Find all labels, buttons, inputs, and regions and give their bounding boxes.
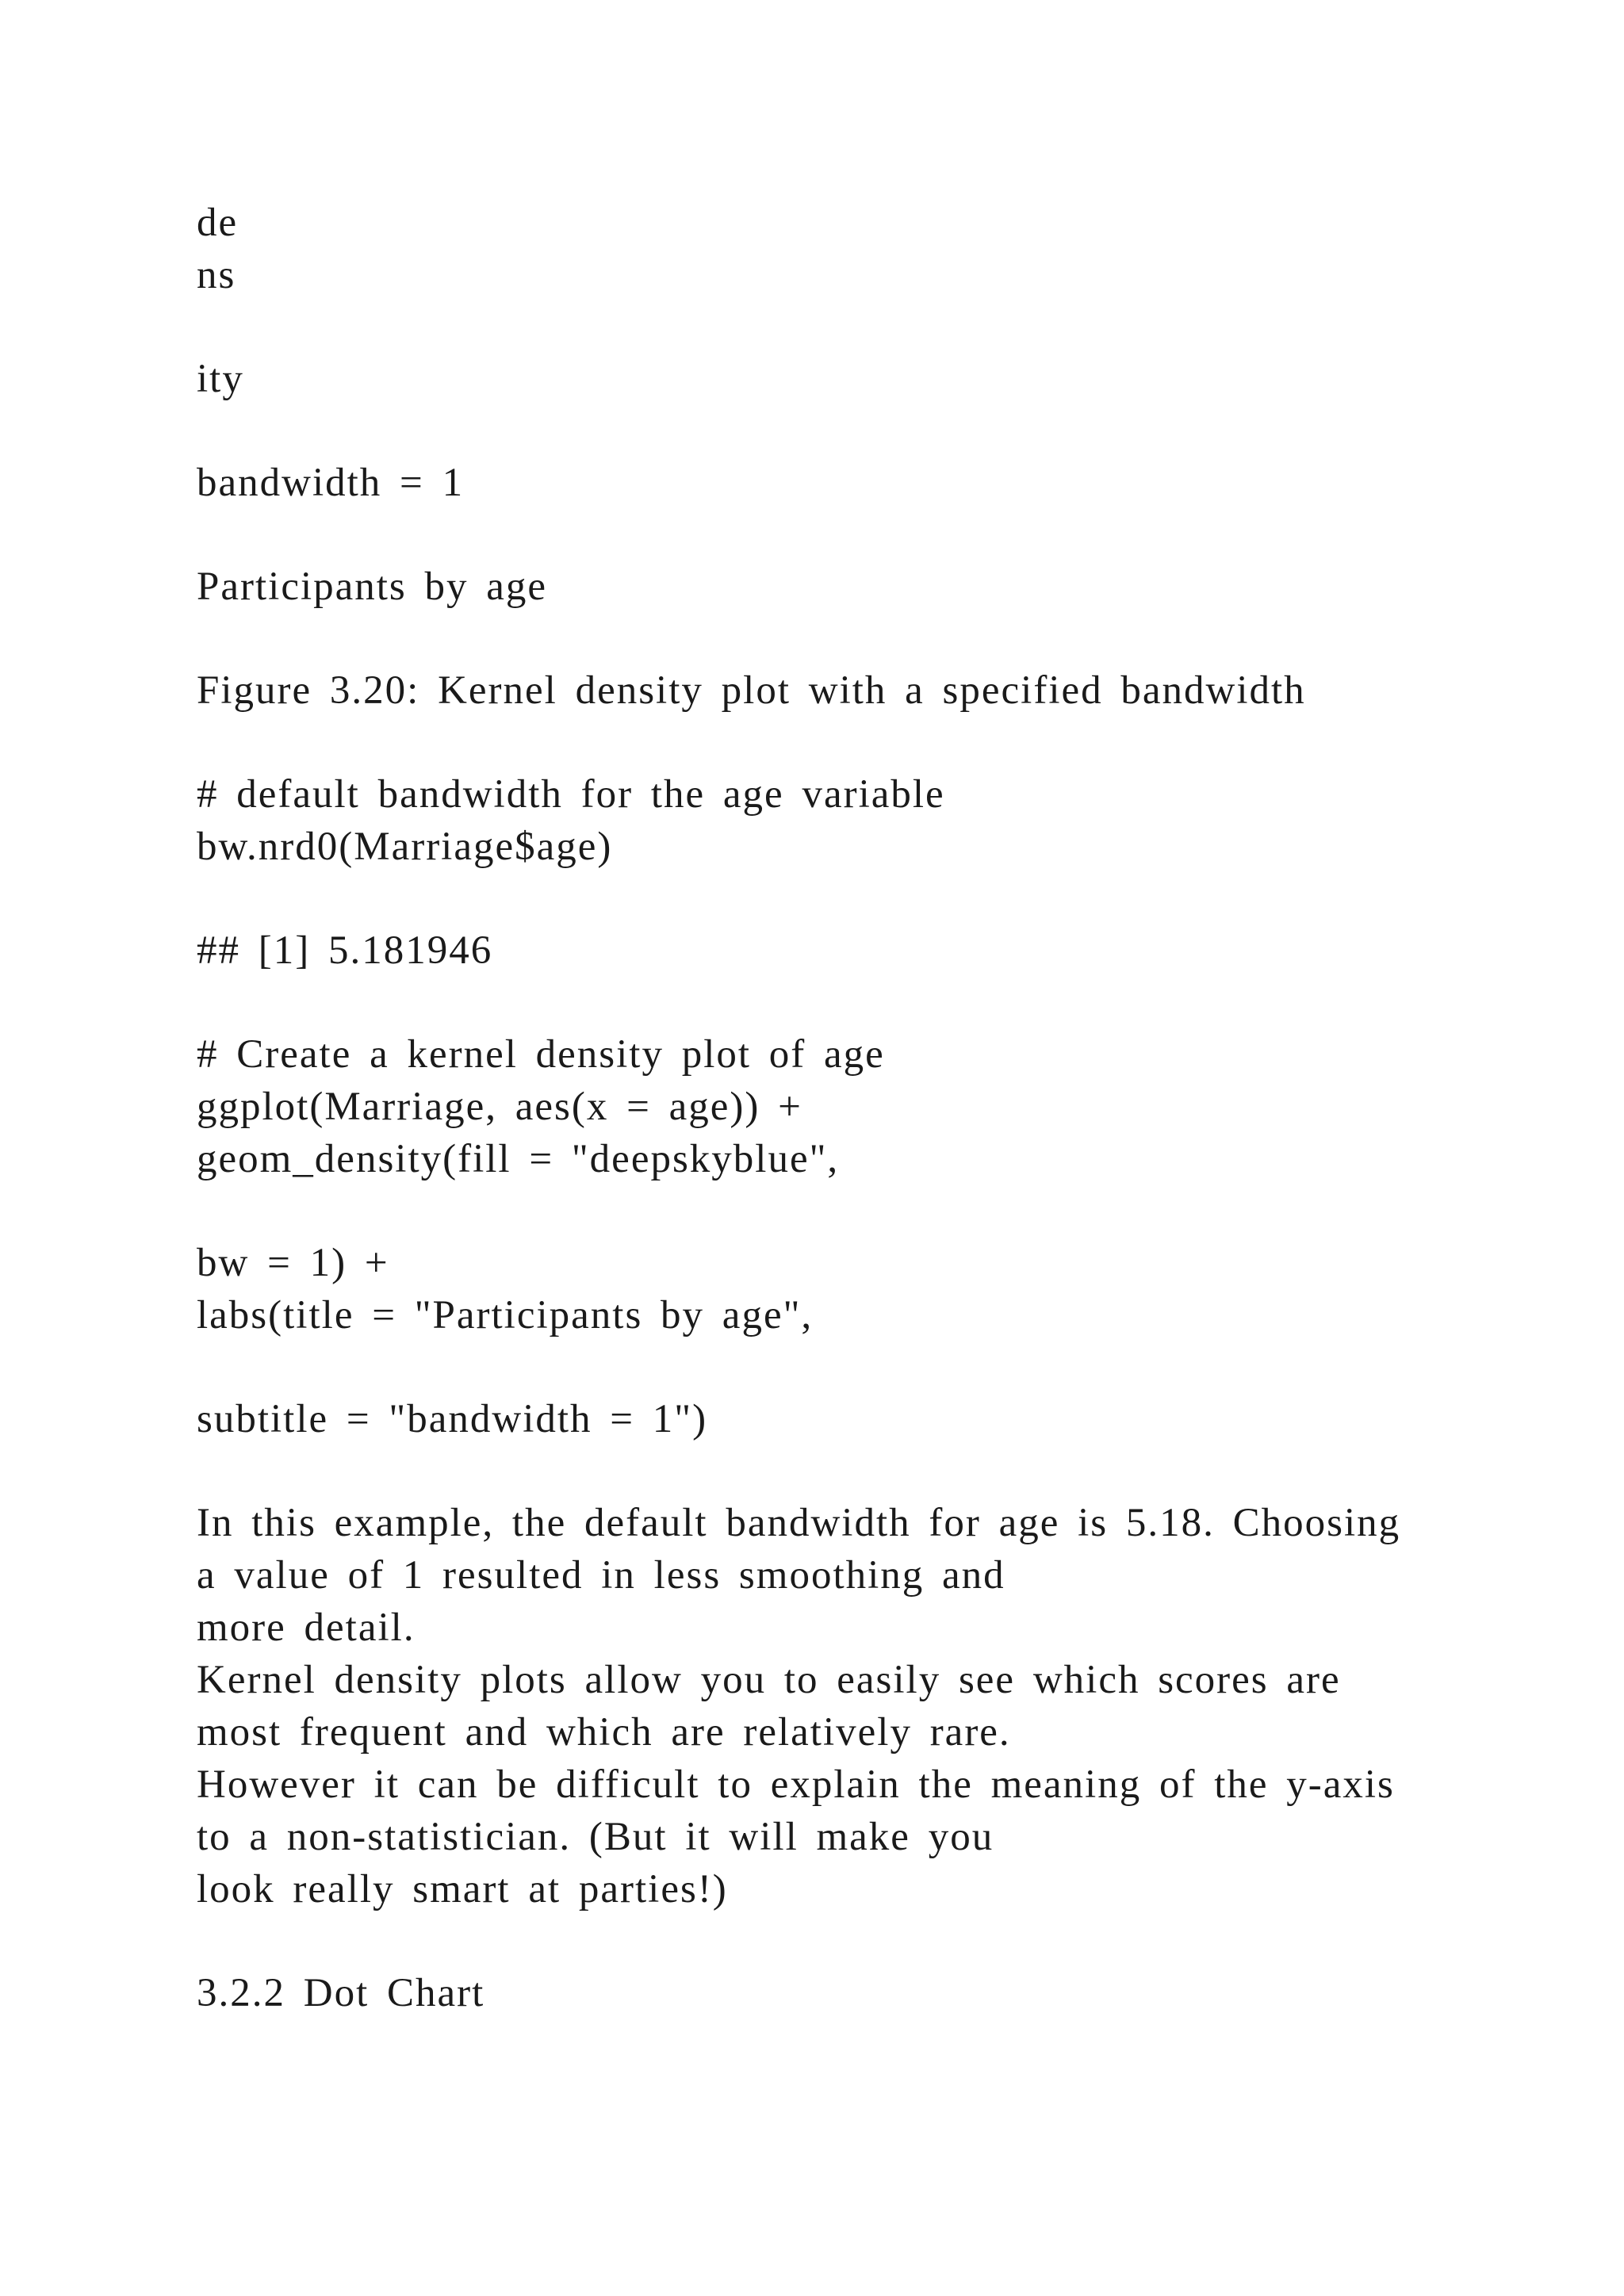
code-line: bw = 1) + [197,1241,389,1285]
paragraph-line: However it can be difficult to explain the meaning of the y-axis [197,1762,1395,1807]
text-line: bandwidth = 1 [197,461,465,505]
figure-caption: Figure 3.20: Kernel density plot with a specified bandwidth [197,668,1306,713]
section-heading: 3.2.2 Dot Chart [197,1971,485,2015]
code-line: ggplot(Marriage, aes(x = age)) + [197,1085,802,1129]
paragraph-line: Kernel density plots allow you to easily see which scores are [197,1658,1341,1702]
code-line: # Create a kernel density plot of age [197,1032,885,1077]
blank-line [197,509,1465,561]
blank-line [197,301,1465,353]
document-body [197,197,1465,2019]
paragraph-line: In this example, the default bandwidth for age is 5.18. Choosing [197,1501,1401,1545]
text-line: Participants by age [197,564,548,609]
code-line: labs(title = "Participants by age", [197,1293,814,1337]
paragraph-line: more detail. [197,1605,416,1650]
paragraph-line: to a non-statistician. (But it will make you [197,1815,994,1859]
text-line: de [197,201,239,245]
text-line: ity [197,357,244,401]
code-output-line: ## [1] 5.181946 [197,928,493,973]
blank-line [197,977,1465,1028]
blank-line [197,1185,1465,1237]
code-line: # default bandwidth for the age variable [197,772,945,817]
paragraph-line: a value of 1 resulted in less smoothing and [197,1553,1005,1598]
code-line: subtitle = "bandwidth = 1") [197,1397,708,1441]
blank-line [197,613,1465,664]
blank-line [197,1445,1465,1497]
paragraph-line: most frequent and which are relatively rare. [197,1710,1011,1755]
blank-line [197,405,1465,457]
blank-line [197,717,1465,768]
paragraph-line: look really smart at parties!) [197,1867,728,1911]
text-line: ns [197,253,236,297]
blank-line [197,873,1465,924]
code-line: bw.nrd0(Marriage$age) [197,825,613,869]
blank-line [197,1915,1465,1967]
code-line: geom_density(fill = "deepskyblue", [197,1137,840,1181]
blank-line [197,1341,1465,1393]
